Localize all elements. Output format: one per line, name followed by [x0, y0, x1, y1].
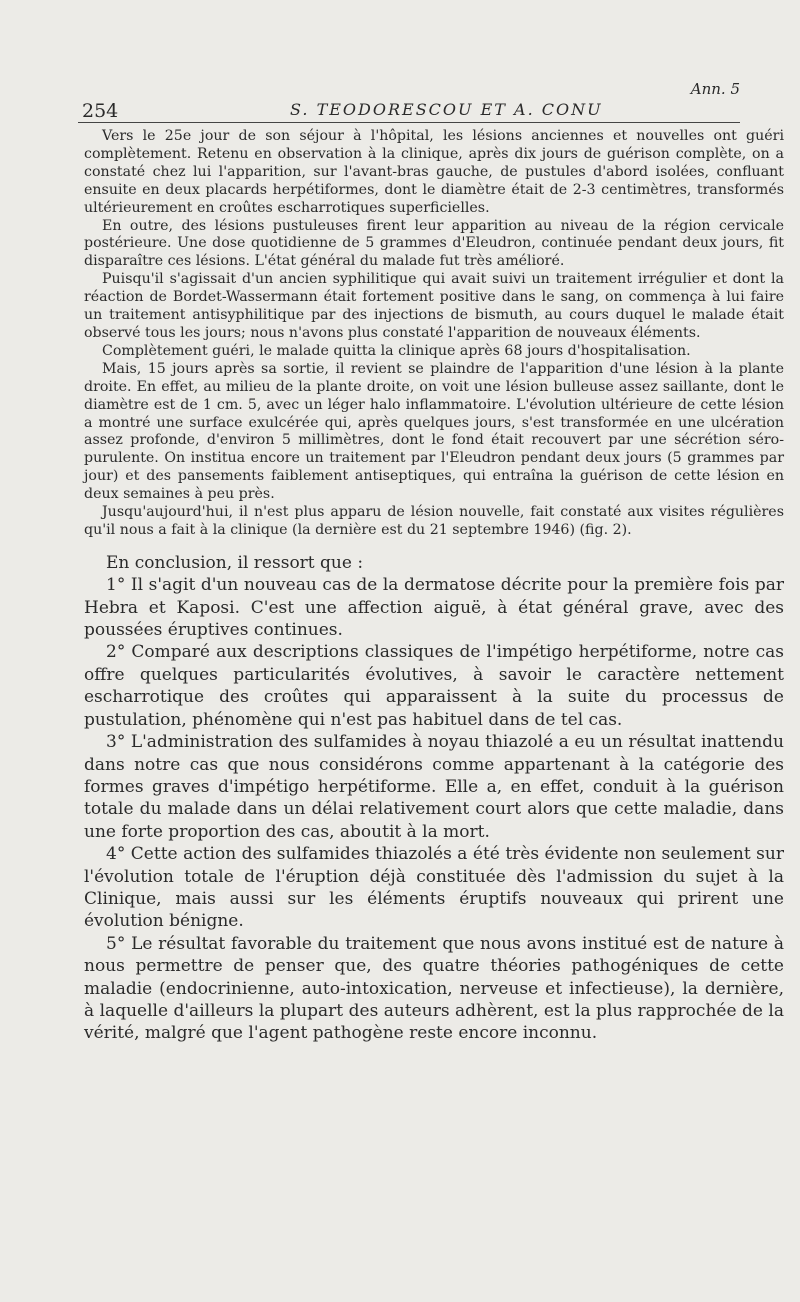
conclusion-text — [84, 552, 784, 1045]
paragraph: Jusqu'aujourd'hui, il n'est plus apparu de lésion nouvelle, fait constaté aux visites régulières qu'il nous a fait à la clinique (la dernière est du 21 septembre 1946) (fig. 2). — [84, 504, 784, 538]
paragraph: Complètement guéri, le malade quitta la clinique après 68 jours d'hospitalisation. — [102, 342, 691, 359]
case-report-text — [84, 128, 784, 540]
running-head — [60, 80, 740, 120]
paragraph: Vers le 25e jour de son séjour à l'hôpital, les lésions anciennes et nouvelles ont guéri complètement. Retenu en observation à la clinique, après dix jours de guérison complète, on a constaté chez lui l'apparition, sur l'avant-bras gauche, de pustules d'abord isolées, confluant ensuite en deux placards herpétiformes, dont le diamètre était de 2-3 centimètres, transformés ultérieurement en croûtes escharrotiques superficielles. — [84, 128, 784, 216]
annotation-note: Ann. 5 — [690, 80, 740, 98]
conclusion-point: 1° Il s'agit d'un nouveau cas de la dermatose décrite pour la première fois par Hebra et Kaposi. C'est une affection aiguë, à état général grave, avec des poussées éruptives continues. — [84, 575, 784, 641]
conclusion-heading: En conclusion, il ressort que : — [106, 552, 364, 573]
paragraph: En outre, des lésions pustuleuses firent leur apparition au niveau de la région cervicale postérieure. Une dose quotidienne de 5 grammes d'Eleudron, continuée pendant deux jours, fit disparaître ces lésions. L'état général du malade fut très amélioré. — [84, 217, 784, 270]
header-rule — [78, 122, 740, 123]
paragraph: Mais, 15 jours après sa sortie, il revient se plaindre de l'apparition d'une lésion à la plante droite. En effet, au milieu de la plante droite, on voit une lésion bulleuse assez saillante, dont le diamètre est de 1 cm. 5, avec un léger halo inflammatoire. L'évolution ultérieure de cette lésion a montré une surface exulcérée qui, après quelques jours, s'est transformée en une ulcération assez profonde, d'environ 5 millimètres, dont le fond était recouvert par une sécrétion séro-purulente. On institua encore un traitement par l'Eleudron pendant deux jours (5 grammes par jour) et des pansements faiblement antiseptiques, qui entraîna la guérison de cette lésion en deux semaines à peu près. — [84, 360, 784, 503]
page-number: 254 — [82, 100, 119, 122]
conclusion-point: 3° L'administration des sulfamides à noyau thiazolé a eu un résultat inattendu dans notre cas que nous considérons comme appartenant à la catégorie des formes graves d'impétigo herpétiforme. Elle a, en effet, conduit à la guérison totale du malade dans un délai relativement court alors que cette maladie, dans une forte proportion des cas, aboutit à la mort. — [84, 732, 784, 842]
conclusion-point: 5° Le résultat favorable du traitement que nous avons institué est de nature à nous permettre de penser que, des quatre théories pathogéniques de cette maladie (endocrinienne, auto-intoxication, nerveuse et infectieuse), la dernière, à laquelle d'ailleurs la plupart des auteurs adhèrent, est la plus rapprochée de la vérité, malgré que l'agent pathogène reste encore inconnu. — [84, 933, 784, 1044]
conclusion-point: 4° Cette action des sulfamides thiazolés a été très évidente non seulement sur l'évolution totale de l'éruption déjà constituée dès l'admission du sujet à la Clinique, mais aussi sur les éléments éruptifs nouveaux qui prirent une évolution bénigne. — [84, 844, 784, 932]
conclusion-point: 2° Comparé aux descriptions classiques de l'impétigo herpétiforme, notre cas offre quelques particularités évolutives, à savoir le caractère nettement escharrotique des croûtes qui apparaissent à la suite du processus de pustulation, phénomène qui n'est pas habituel dans de tel cas. — [84, 642, 784, 730]
running-title: S. TEODORESCOU ET A. CONU — [290, 100, 603, 119]
page-body — [84, 128, 784, 1045]
paragraph: Puisqu'il s'agissait d'un ancien syphilitique qui avait suivi un traitement irrégulier et dont la réaction de Bordet-Wassermann était fortement positive dans le sang, on commença à lui faire un traitement antisyphilitique par des injections de bismuth, au cours duquel le malade était observé tous les jours; nous n'avons plus constaté l'apparition de nouveaux éléments. — [84, 271, 784, 341]
